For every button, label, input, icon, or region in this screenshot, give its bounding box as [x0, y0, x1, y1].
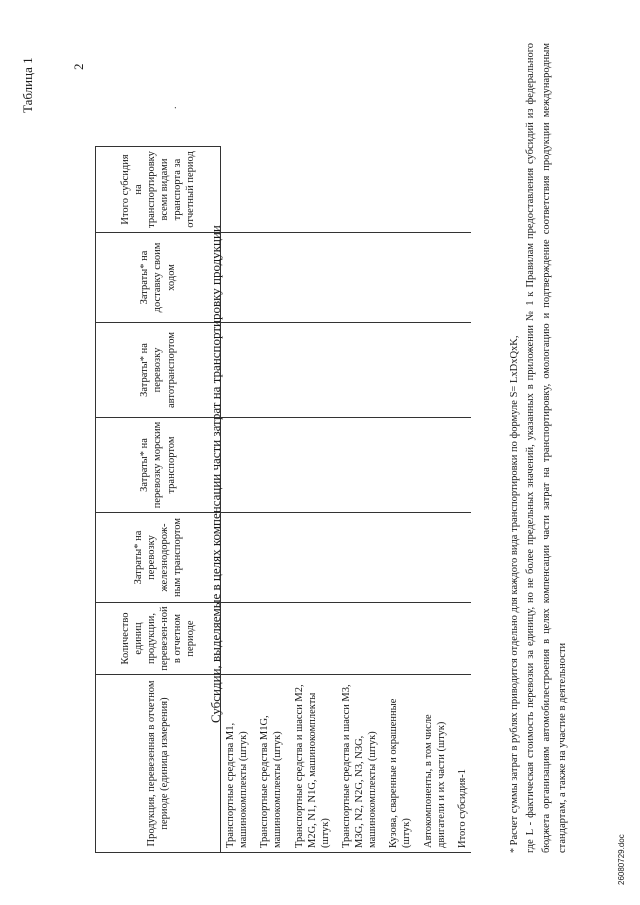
stray-mark: . — [168, 106, 179, 109]
footnote-marker: * — [509, 848, 520, 853]
table-row-total — [453, 147, 471, 853]
table-row — [290, 147, 337, 853]
footnote-line-1: Расчет суммы затрат в рублях приводится отдельно для каждого вида транспортировки по формуле S= LxDxQxK, — [509, 335, 520, 846]
header-product: Продукция, перевезенная в отчетном периоде (единица измерения) — [96, 675, 221, 853]
row-label: Кузова, сваренные и окрашенные (штук) — [384, 675, 418, 853]
table-header-row — [96, 147, 221, 853]
table-row — [419, 147, 453, 853]
footnote-line-2: где L - фактическая стоимость перевозки за единицу, но не более предельных значений, указанных в приложении № 1 к Правилам предоставления субсидий из федерального бюджета организациям автомобилестроения в целях компенсации части затрат на транспортировку, омологацию и подтверждение соответствия продукции международным стандартам, а также на участие в деятельности — [525, 43, 568, 853]
document-id: 26080729.doc — [617, 834, 626, 885]
table-row — [255, 147, 289, 853]
header-quantity: Количество единиц продукции, перевезен-ной в отчетном периоде — [96, 603, 221, 675]
table-title: Субсидии, выделяемые в целях компенсации части затрат на транспортировку продукции — [208, 225, 223, 723]
table-label: Таблица 1 — [20, 57, 35, 113]
header-own-power-costs: Затраты* на доставку своим ходом — [96, 233, 221, 323]
footnote-formula-line — [507, 43, 523, 853]
table-row — [221, 147, 256, 853]
table-row — [337, 147, 384, 853]
footnote — [507, 43, 571, 853]
row-label: Транспортные средства и шасси М3, М3G, N2, N2G, N3, N3G, машинокомплекты (штук) — [337, 675, 384, 853]
subsidy-table — [95, 146, 471, 853]
header-sea-costs: Затраты* на перевозку морским транспортом — [96, 418, 221, 513]
row-label: Транспортные средства М1G, машинокомплекты (штук) — [255, 675, 289, 853]
row-label: Транспортные средства и шасси М2, М2G, N1, N1G, машинокомплекты (штук) — [290, 675, 337, 853]
row-label: Транспортные средства М1, машинокомплекты (штук) — [221, 675, 256, 853]
header-total-subsidy: Итого субсидия на транспортировку всеми видами транспорта за отчетный период — [96, 147, 221, 233]
row-label: Автокомпоненты, в том числе двигатели и их части (штук) — [419, 675, 453, 853]
row-label: Итого субсидия-1 — [453, 675, 471, 853]
table-row — [384, 147, 418, 853]
header-auto-costs: Затраты* на перевозку автотранспортом — [96, 323, 221, 418]
header-rail-costs: Затраты* на перевозку железнодорож-ным транспортом — [96, 513, 221, 603]
page-number: 2 — [71, 63, 86, 70]
